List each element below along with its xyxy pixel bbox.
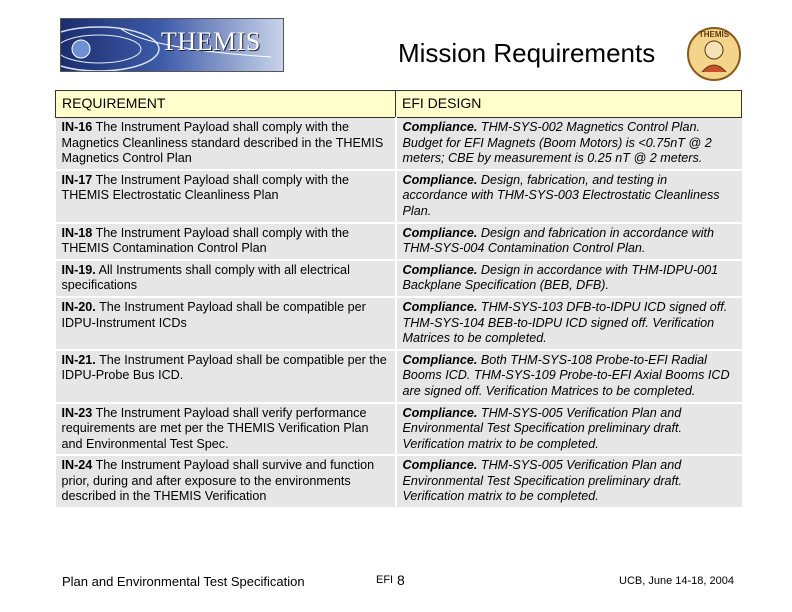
requirement-cell [56, 297, 396, 350]
requirement-id: IN-23 [61, 405, 93, 420]
requirement-text: The Instrument Payload shall comply with the THEMIS Electrostatic Cleanliness Plan [61, 172, 349, 203]
design-cell [396, 118, 742, 170]
table-row [56, 118, 742, 170]
col-header-efi-design: EFI DESIGN [396, 91, 742, 118]
requirement-cell [56, 455, 396, 508]
design-cell [396, 350, 742, 403]
compliance-label: Compliance. [402, 172, 478, 187]
footer-efi-label: EFI [376, 574, 394, 586]
table-header-row [56, 91, 742, 118]
footer-page-number: 8 [397, 572, 405, 588]
requirement-text: The Instrument Payload shall comply with the THEMIS Contamination Control Plan [61, 225, 349, 256]
compliance-label: Compliance. [402, 120, 478, 134]
requirement-id: IN-18 [61, 225, 93, 240]
table-row [56, 455, 742, 508]
requirement-cell [56, 260, 396, 297]
compliance-label: Compliance. [402, 299, 478, 314]
design-cell [396, 223, 742, 260]
themis-mascot-logo [686, 26, 742, 82]
design-cell [396, 297, 742, 350]
requirement-text: The Instrument Payload shall be compatible per IDPU-Instrument ICDs [61, 299, 366, 330]
design-text: THM-SYS-005 Verification Plan and Environmental Test Specification preliminary draft. Verification matrix to be completed. [402, 458, 683, 504]
design-cell [396, 455, 742, 508]
compliance-label: Compliance. [402, 262, 478, 277]
requirement-text: The Instrument Payload shall survive and function prior, during and after exposure to the environments described in the THEMIS Verification [61, 458, 375, 504]
requirement-id: IN-20. [61, 299, 96, 314]
table-row [56, 350, 742, 403]
table-row [56, 297, 742, 350]
compliance-label: Compliance. [402, 458, 478, 473]
requirement-id: IN-19. [61, 262, 96, 277]
design-text: THM-SYS-002 Magnetics Control Plan. Budget for EFI Magnets (Boom Motors) is <0.75nT @ 2 meters; CBE by measurement is 0.25 nT @ 2 meters. [402, 120, 712, 166]
requirement-id: IN-24 [61, 458, 93, 473]
compliance-label: Compliance. [402, 225, 478, 240]
design-text: Both THM-SYS-108 Probe-to-EFI Radial Booms ICD. THM-SYS-109 Probe-to-EFI Axial Booms ICD are signed off. Verification Matrices to be completed. [402, 352, 730, 398]
compliance-label: Compliance. [402, 352, 478, 367]
footer-date-location: UCB, June 14-18, 2004 [619, 575, 734, 587]
compliance-label: Compliance. [402, 405, 478, 420]
requirement-cell [56, 118, 396, 170]
requirement-text: The Instrument Payload shall verify performance requirements are met per the THEMIS Verification Plan and Environmental Test Spec. [61, 405, 369, 451]
themis-banner-logo [60, 18, 284, 72]
table-row [56, 170, 742, 223]
requirement-text: The Instrument Payload shall be compatible per the IDPU-Probe Bus ICD. [61, 352, 387, 383]
table-row [56, 260, 742, 297]
requirement-id: IN-17 [61, 172, 93, 187]
footer-continuation-text: Plan and Environmental Test Specification [62, 574, 305, 589]
requirements-table [55, 90, 742, 509]
requirement-cell [56, 403, 396, 456]
page-title: Mission Requirements [398, 38, 656, 68]
design-text: THM-SYS-103 DFB-to-IDPU ICD signed off. THM-SYS-104 BEB-to-IDPU ICD signed off. Verification Matrices to be completed. [402, 299, 728, 346]
col-header-requirement: REQUIREMENT [56, 91, 396, 118]
design-text: THM-SYS-005 Verification Plan and Environmental Test Specification preliminary draft. Verification matrix to be completed. [402, 405, 683, 451]
requirement-cell [56, 223, 396, 260]
requirement-id: IN-21. [61, 352, 96, 367]
mascot-text: THEMIS [698, 30, 730, 39]
design-text: Design in accordance with THM-IDPU-001 Backplane Specification (BEB, DFB). [402, 262, 719, 293]
design-text: Design and fabrication in accordance with THM-SYS-004 Contamination Control Plan. [402, 225, 715, 256]
table-row [56, 403, 742, 456]
themis-logo-text: THEMIS [161, 27, 261, 56]
requirement-cell [56, 350, 396, 403]
requirement-cell [56, 170, 396, 223]
requirement-text: The Instrument Payload shall comply with the Magnetics Cleanliness standard described in the THEMIS Magnetics Control Plan [61, 120, 384, 166]
design-cell [396, 260, 742, 297]
design-cell [396, 403, 742, 456]
requirement-text: All Instruments shall comply with all electrical specifications [61, 262, 350, 293]
design-cell [396, 170, 742, 223]
requirement-id: IN-16 [61, 120, 93, 134]
table-row [56, 223, 742, 260]
design-text: Design, fabrication, and testing in accordance with THM-SYS-003 Electrostatic Cleanliness Plan. [402, 172, 720, 218]
